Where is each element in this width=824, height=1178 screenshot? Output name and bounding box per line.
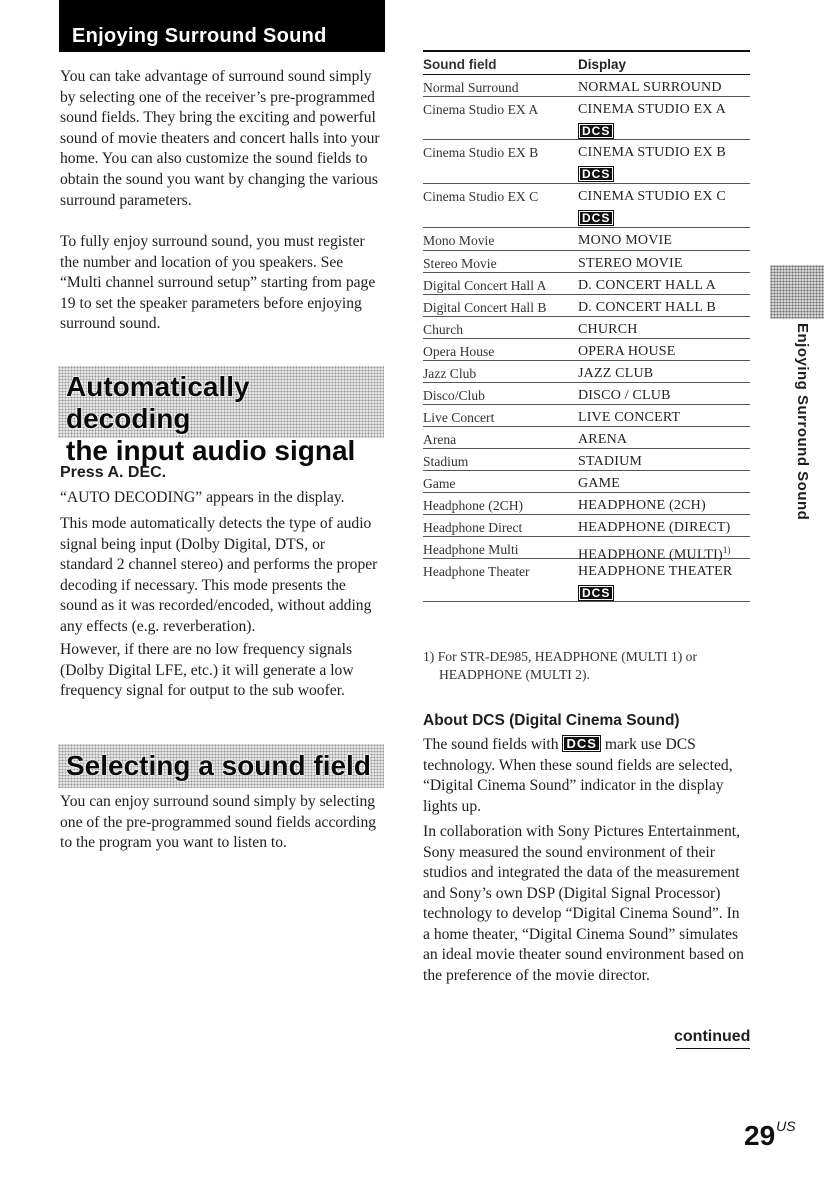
table-row xyxy=(423,140,750,184)
display-text: JAZZ CLUB xyxy=(578,366,654,381)
section-banner: Enjoying Surround Sound xyxy=(59,0,385,52)
sound-field-cell: Stereo Movie xyxy=(423,256,497,271)
intro-paragraph: You can take advantage of surround sound simply by selecting one of the receiver’s pre-programmed sound fields. They bring the exciting and powerful sound of movie theaters and concert halls into your home. You can also customize the sound fields to obtain the sound you want by changing the various surround parameters. xyxy=(60,68,380,209)
table-row xyxy=(423,251,750,273)
display-text: D. CONCERT HALL A xyxy=(578,278,716,293)
display-text: CINEMA STUDIO EX A xyxy=(578,102,726,117)
table-row xyxy=(423,75,750,97)
display-cell xyxy=(578,454,750,470)
table-row xyxy=(423,295,750,317)
table-row xyxy=(423,427,750,449)
continued-underline xyxy=(676,1048,750,1049)
dcs-badge-icon: DCS xyxy=(562,735,600,752)
display-text: CINEMA STUDIO EX B xyxy=(578,145,726,160)
display-text: CHURCH xyxy=(578,322,638,337)
select-paragraph: You can enjoy surround sound simply by selecting one of the pre-programmed sound fields according to the program you want to listen to. xyxy=(60,793,377,852)
auto-decoding-heading xyxy=(58,366,384,466)
display-cell xyxy=(578,233,750,250)
display-cell xyxy=(578,344,750,360)
dcs-badge-icon: DCS xyxy=(578,166,614,182)
auto-paragraph-1: “AUTO DECODING” appears in the display. xyxy=(60,489,345,506)
display-cell xyxy=(578,80,750,96)
sound-field-cell: Live Concert xyxy=(423,410,495,425)
table-row xyxy=(423,361,750,383)
display-text: MONO MOVIE xyxy=(578,233,673,248)
display-text: CINEMA STUDIO EX C xyxy=(578,189,726,204)
sound-field-cell: Church xyxy=(423,322,464,337)
table-row xyxy=(423,515,750,537)
dcs-badge-icon: DCS xyxy=(578,123,614,139)
selecting-heading: Selecting a sound field xyxy=(58,744,384,788)
table-row xyxy=(423,184,750,228)
sound-field-cell: Jazz Club xyxy=(423,366,477,381)
display-cell xyxy=(578,322,750,338)
page-number: $29^{US}$ xyxy=(744,1118,796,1151)
display-cell xyxy=(578,564,750,601)
display-cell xyxy=(578,410,750,426)
sound-field-cell: Headphone Direct xyxy=(423,520,523,535)
display-cell xyxy=(578,498,750,514)
sound-field-cell: Cinema Studio EX A xyxy=(423,102,539,117)
side-section-label: Enjoying Surround Sound xyxy=(794,323,811,521)
table-row xyxy=(423,537,750,563)
dcs-badge-icon: DCS xyxy=(578,585,614,601)
continued-label: continued xyxy=(674,1028,751,1045)
sound-field-cell: Opera House xyxy=(423,344,495,359)
table-row xyxy=(423,228,750,251)
table-row xyxy=(423,339,750,361)
display-cell xyxy=(578,189,750,227)
display-cell xyxy=(578,388,750,404)
sound-field-cell: Normal Surround xyxy=(423,80,519,95)
sound-field-cell: Disco/Club xyxy=(423,388,485,403)
about-paragraph-2: In collaboration with Sony Pictures Entertainment, Sony measured the sound environment of their studios and integrated the data of the measurement and Sony’s own DSP (Digital Signal Processor) technology to develop “Digital Cinema Sound”. In a home theater, “Digital Cinema Sound” simulates an ideal movie theater sound environment based on the preference of the movie director. xyxy=(423,823,744,984)
display-cell xyxy=(578,432,750,448)
display-cell xyxy=(578,542,750,563)
display-text: NORMAL SURROUND xyxy=(578,80,722,95)
page-suffix: US xyxy=(776,1118,796,1134)
dcs-badge-icon: DCS xyxy=(578,210,614,226)
sound-field-cell: Headphone Multi xyxy=(423,542,519,557)
auto-heading-line-1: Automatically decoding xyxy=(66,371,250,434)
table-row xyxy=(423,471,750,493)
display-text: D. CONCERT HALL B xyxy=(578,300,716,315)
display-text: ARENA xyxy=(578,432,628,447)
table-row xyxy=(423,97,750,140)
display-cell xyxy=(578,278,750,294)
sound-field-cell: Headphone Theater xyxy=(423,564,530,579)
sound-field-cell: Game xyxy=(423,476,456,491)
display-text: LIVE CONCERT xyxy=(578,410,681,425)
sound-field-cell: Cinema Studio EX B xyxy=(423,145,539,160)
auto-paragraph-3: However, if there are no low frequency signals (Dolby Digital LFE, etc.) it will generate a low frequency signal for output to the sub woofer. xyxy=(60,641,354,700)
sound-field-cell: Stadium xyxy=(423,454,469,469)
display-cell xyxy=(578,145,750,183)
about-paragraph-1: The sound fields with DCS mark use DCS technology. When these sound fields are selected, “Digital Cinema Sound” indicator in the display lights up. xyxy=(423,736,733,815)
table-row xyxy=(423,449,750,471)
footnote-text: 1) For STR-DE985, HEADPHONE (MULTI 1) or HEADPHONE (MULTI 2). xyxy=(423,649,697,682)
display-cell xyxy=(578,300,750,316)
intro-paragraph-2: To fully enjoy surround sound, you must register the number and location of you speakers. See “Multi channel surround setup” starting from page 19 to set the speaker parameters before enjoying surround sound. xyxy=(60,233,376,333)
display-text: OPERA HOUSE xyxy=(578,344,676,359)
table-row xyxy=(423,317,750,339)
auto-paragraph-2: This mode automatically detects the type of audio signal being input (Dolby Digital, DTS, or standard 2 channel stereo) and performs the proper decoding if necessary. This mode presents the sound as it was recorded/encoded, without adding any effects (e.g. reverberation). xyxy=(60,515,378,635)
table-row xyxy=(423,493,750,515)
sound-field-cell: Mono Movie xyxy=(423,233,495,248)
footnote xyxy=(423,648,753,683)
table-row xyxy=(423,383,750,405)
sound-field-table xyxy=(423,50,750,602)
display-text: STEREO MOVIE xyxy=(578,256,683,271)
table-body xyxy=(423,75,750,602)
about-dcs-body xyxy=(423,735,750,991)
table-header xyxy=(423,50,750,75)
press-instruction: Press A. DEC. xyxy=(60,464,167,481)
display-text: HEADPHONE (DIRECT) xyxy=(578,520,731,535)
table-row xyxy=(423,405,750,427)
display-text: HEADPHONE THEATER xyxy=(578,564,733,579)
display-cell xyxy=(578,520,750,536)
display-cell xyxy=(578,476,750,492)
display-text: STADIUM xyxy=(578,454,643,469)
display-cell xyxy=(578,102,750,139)
table-row xyxy=(423,273,750,295)
display-text: GAME xyxy=(578,476,621,491)
display-cell xyxy=(578,366,750,382)
display-text: HEADPHONE (MULTI) xyxy=(578,547,723,563)
sound-field-cell: Headphone (2CH) xyxy=(423,498,524,513)
auto-heading-line-2: the input audio signal xyxy=(66,435,356,466)
footnote-marker: 1) xyxy=(722,545,731,555)
sound-field-cell: Digital Concert Hall A xyxy=(423,278,547,293)
table-row xyxy=(423,559,750,602)
side-tab-marker xyxy=(770,265,824,319)
col-sound-field: Sound field xyxy=(423,57,497,72)
col-display: Display xyxy=(578,57,627,72)
sound-field-cell: Arena xyxy=(423,432,457,447)
sound-field-cell: Cinema Studio EX C xyxy=(423,189,539,204)
sound-field-cell: Digital Concert Hall B xyxy=(423,300,547,315)
about-dcs-heading: About DCS (Digital Cinema Sound) xyxy=(423,712,680,729)
display-cell xyxy=(578,256,750,272)
display-text: HEADPHONE (2CH) xyxy=(578,498,706,513)
display-text: DISCO / CLUB xyxy=(578,388,671,403)
